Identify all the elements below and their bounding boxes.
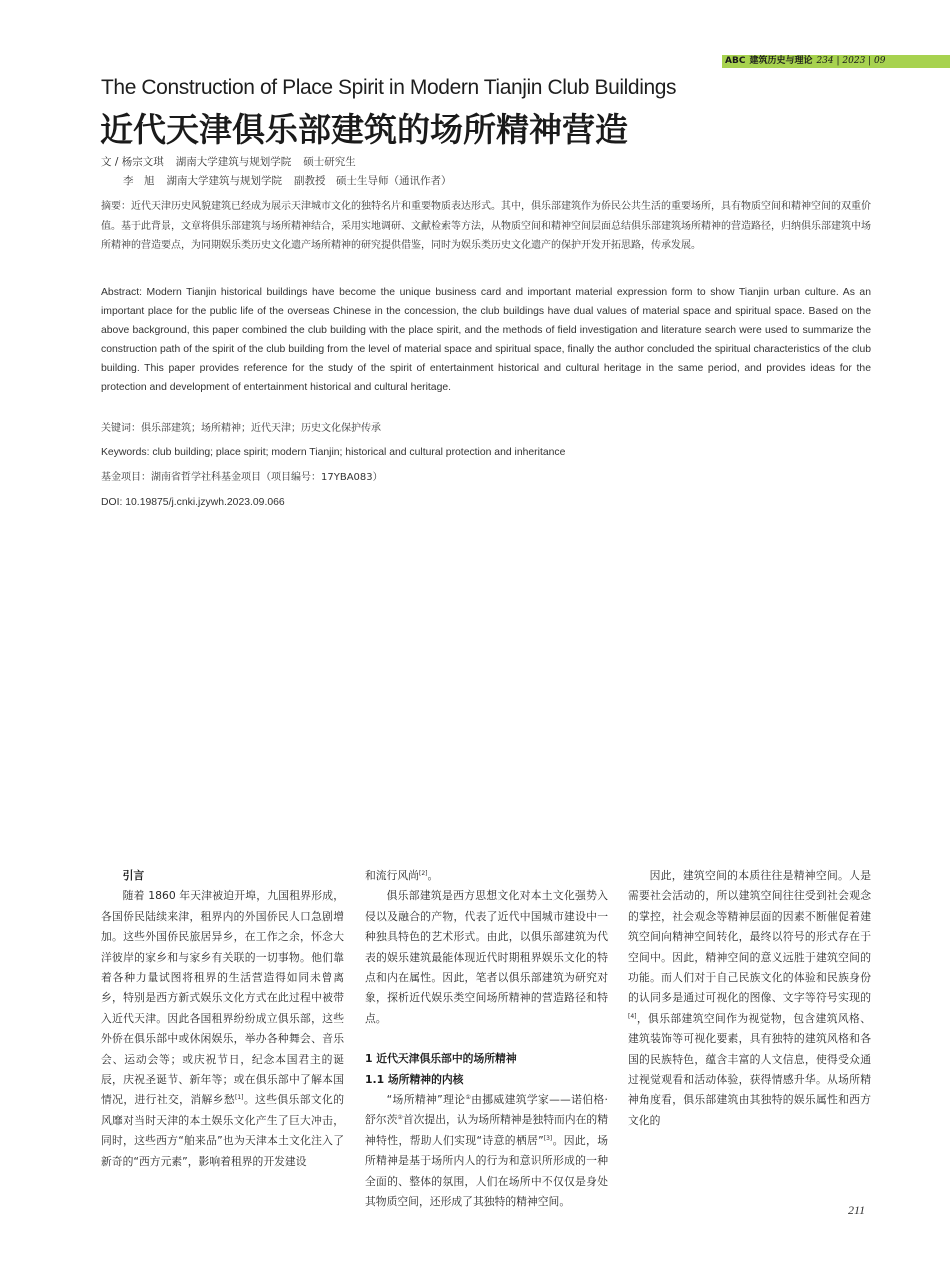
body-paragraph: 随着 1860 年天津被迫开埠，九国租界形成，各国侨民陆续来津，租界内的外国侨民人口急剧增加。这些外国侨民旅居异乡，在工作之余，怀念大洋彼岸的家乡和与家乡有关联的一切事物。他们靠着各种力量试图将租界的生活营造得如同未曾离乡，特别是西方新式娱乐文化方式在此过程中被带入近代天津。因此各国租界纷纷成立俱乐部，这些外侨在俱乐部中或休闲娱乐，举办各种舞会、音乐会、运动会等；或庆祝节日，纪念本国君主的诞辰，庆祝圣诞节、新年等；或在俱乐部中了解本国情况，进行社交，消解乡愁[1]。这些俱乐部文化的风靡对当时天津的本土娱乐文化产生了巨大冲击，同时，这些西方“舶来品”也为天津本土文化注入了新奇的“西方元素”，影响着租界的开发建设 <box>101 889 344 1168</box>
keywords-chinese: 关键词：俱乐部建筑；场所精神；近代天津；历史文化保护传承 <box>101 423 381 434</box>
title-chinese: 近代天津俱乐部建筑的场所精神营造 <box>100 110 628 149</box>
body-paragraph: “场所精神”理论①由挪威建筑学家——诺伯格·舒尔茨②首次提出，认为场所精神是独特而内在的精神特性，帮助人们实现“诗意的栖居”[3]。因此，场所精神是基于场所内人的行为和意识所形成的一种全面的、整体的氛围，人们在场所中不仅仅是身处其物质空间，还形成了其独特的精神空间。 <box>365 1093 609 1209</box>
abstract-english: Abstract: Modern Tianjin historical buildings have become the unique business card and important material expression form to show Tianjin urban culture. As an important place for the public life of the overseas Chinese in the concession, the club buildings have dual values of material space and spiritual space. Based on the above background, this paper combined the club building with the place spirit, and the methods of field investigation and literature search were used to summarize the construction path of the spirit of the club building from the level of material space and spiritual space, finally the author concluded the spiritual characteristics of the club building. This paper provides reference for the study of the spirit of entertainment historical and cultural heritage in the same period, and provides ideas for the protection and development of entertainment historical and cultural heritage. <box>101 287 871 393</box>
body-column-1 <box>101 866 344 1172</box>
section-heading-1-1: 1.1 场所精神的内核 <box>365 1072 464 1086</box>
author-row-2 <box>101 172 871 191</box>
citation: [3] <box>543 1134 553 1142</box>
author-block <box>101 153 871 191</box>
footnote-marker: ① <box>465 1094 472 1102</box>
page-number: 211 <box>848 1203 866 1217</box>
body-column-2 <box>365 866 608 1213</box>
author-prefix: 文 / <box>101 156 122 168</box>
citation: [2] <box>418 870 428 877</box>
body-column-3 <box>628 866 871 1131</box>
abstract-chinese: 摘要：近代天津历史风貌建筑已经成为展示天津城市文化的独特名片和重要物质表达形式。其中，俱乐部建筑作为侨民公共生活的重要场所，具有物质空间和精神空间的双重价值。基于此背景，文章将俱乐部建筑与场所精神结合，采用实地调研、文献检索等方法，从物质空间和精神空间层面总结俱乐部建筑场所精神的营造路径，归纳俱乐部建筑中场所精神的营造要点，为同期娱乐类历史文化遗产场所精神的研究提供借鉴，同时为娱乐类历史文化遗产的保护开发开拓思路，传承发展。 <box>101 201 871 252</box>
journal-header-tag <box>722 55 950 68</box>
author-affiliation: 湖南大学建筑与规划学院 <box>175 156 292 168</box>
journal-brand: ABC <box>725 56 746 66</box>
citation: [1] <box>235 1094 244 1102</box>
journal-issue: 234 | 2023 | 09 <box>816 56 886 66</box>
title-english: The Construction of Place Spirit in Modern Tianjin Club Buildings <box>101 76 677 99</box>
body-paragraph: 和流行风尚[2]。 <box>365 869 439 882</box>
author-row-1 <box>101 153 871 172</box>
author-name: 杨宗文琪 <box>121 156 164 168</box>
author-affiliation: 湖南大学建筑与规划学院 <box>166 175 282 187</box>
citation: [4] <box>628 1012 637 1020</box>
author-role: 硕士研究生 <box>303 156 356 168</box>
doi: DOI: 10.19875/j.cnki.jzywh.2023.09.066 <box>101 497 285 508</box>
author-name: 李 旭 <box>123 175 155 187</box>
body-paragraph: 因此，建筑空间的本质往往是精神空间。人是需要社会活动的，所以建筑空间往往受到社会观念的掌控，社会观念等精神层面的因素不断催促着建筑空间向精神空间转化，最终以符号的形式存在于空间中。因此，精神空间的意义远胜于建筑空间的功能。而人们对于自己民族文化的体验和民族身份的认同多是通过可视化的图像、文字等符号实现的[4]，俱乐部建筑空间作为视觉物，包含建筑风格、建筑装饰等可视化要素，具有独特的建筑风格和各国的民族特色，蕴含丰富的人文信息，使得受众通过视觉观看和活动体验，获得情感升华。从场所精神角度看，俱乐部建筑由其独特的娱乐属性和西方文化的 <box>628 869 871 1127</box>
footnote-marker: ② <box>397 1114 403 1122</box>
author-role: 副教授 硕士生导师（通讯作者） <box>294 175 452 187</box>
journal-section: 建筑历史与理论 <box>749 56 813 66</box>
keywords-english: Keywords: club building; place spirit; modern Tianjin; historical and cultural protection and inheritance <box>101 447 566 458</box>
body-paragraph: 俱乐部建筑是西方思想文化对本土文化强势入侵以及融合的产物，代表了近代中国城市建设中一种独具特色的艺术形式。由此，以俱乐部建筑为代表的娱乐建筑最能体现近代时期租界娱乐文化的特点和内在属性。因此，笔者以俱乐部建筑为研究对象，探析近代娱乐类空间场所精神的营造路径和特点。 <box>365 889 608 1025</box>
section-heading-intro: 引言 <box>122 869 145 882</box>
section-heading-1: 1 近代天津俱乐部中的场所精神 <box>365 1052 517 1066</box>
fund-info: 基金项目：湖南省哲学社科基金项目（项目编号：17YBA083） <box>101 472 383 483</box>
